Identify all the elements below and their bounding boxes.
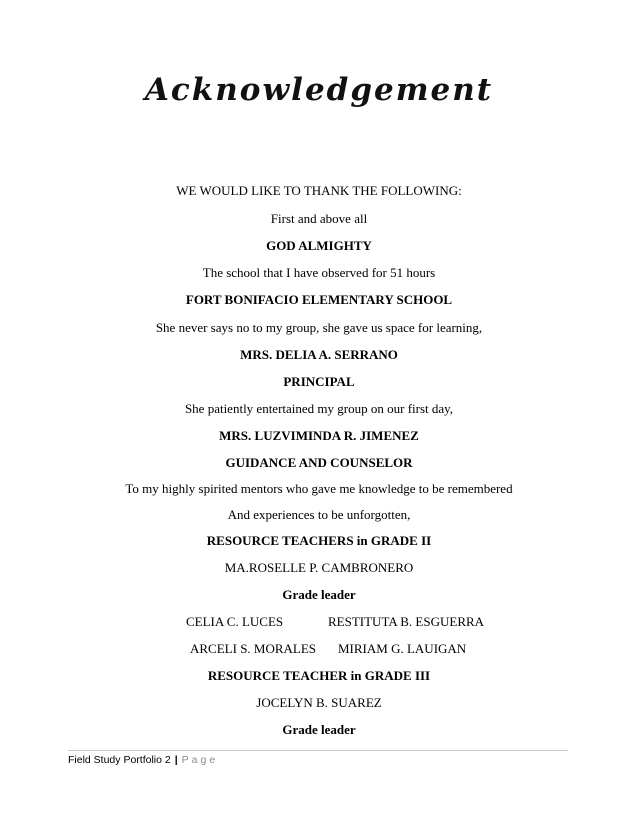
grade2-teacher-1: CELIA C. LUCES: [186, 614, 284, 629]
principal-name: MRS. DELIA A. SERRANO: [240, 347, 398, 362]
grade2-teacher-2: RESTITUTA B. ESGUERRA: [328, 614, 485, 629]
grade2-teachers-row-1: [0, 614, 638, 630]
grade3-leader-label: Grade leader: [282, 722, 356, 737]
footer-text: Field Study Portfolio 2: [68, 754, 171, 766]
footer-divider: [68, 750, 568, 751]
grade2-heading: RESOURCE TEACHERS in GRADE II: [206, 533, 432, 548]
grade2-leader-name: MA.ROSELLE P. CAMBRONERO: [224, 560, 414, 575]
footer-separator: |: [174, 754, 178, 766]
grade2-teachers-row-2: [0, 641, 638, 657]
school-name: FORT BONIFACIO ELEMENTARY SCHOOL: [185, 292, 453, 307]
grade3-heading: RESOURCE TEACHER in GRADE III: [207, 668, 431, 683]
mentors-description-2: And experiences to be unforgotten,: [227, 507, 411, 522]
grade3-leader-name: JOCELYN B. SUAREZ: [256, 695, 382, 710]
grade2-teacher-4: MIRIAM G. LAUIGAN: [338, 641, 467, 656]
god-line: GOD ALMIGHTY: [266, 238, 372, 253]
grade2-leader-label: Grade leader: [282, 587, 356, 602]
school-description: The school that I have observed for 51 hours: [202, 265, 436, 280]
page-title: Acknowledgement: [144, 72, 494, 108]
first-above-line: First and above all: [270, 211, 368, 226]
page-footer: [68, 753, 218, 767]
mentors-description-1: To my highly spirited mentors who gave me knowledge to be remembered: [125, 481, 513, 496]
grade2-teacher-3: ARCELI S. MORALES: [190, 641, 317, 656]
guidance-description: She patiently entertained my group on our first day,: [184, 401, 454, 416]
principal-description: She never says no to my group, she gave us space for learning,: [155, 320, 483, 335]
intro-line: WE WOULD LIKE TO THANK THE FOLLOWING:: [176, 183, 462, 198]
footer-page-label: Page: [181, 754, 219, 766]
principal-title: PRINCIPAL: [283, 374, 355, 389]
guidance-title: GUIDANCE AND COUNSELOR: [225, 455, 413, 470]
guidance-name: MRS. LUZVIMINDA R. JIMENEZ: [219, 428, 419, 443]
